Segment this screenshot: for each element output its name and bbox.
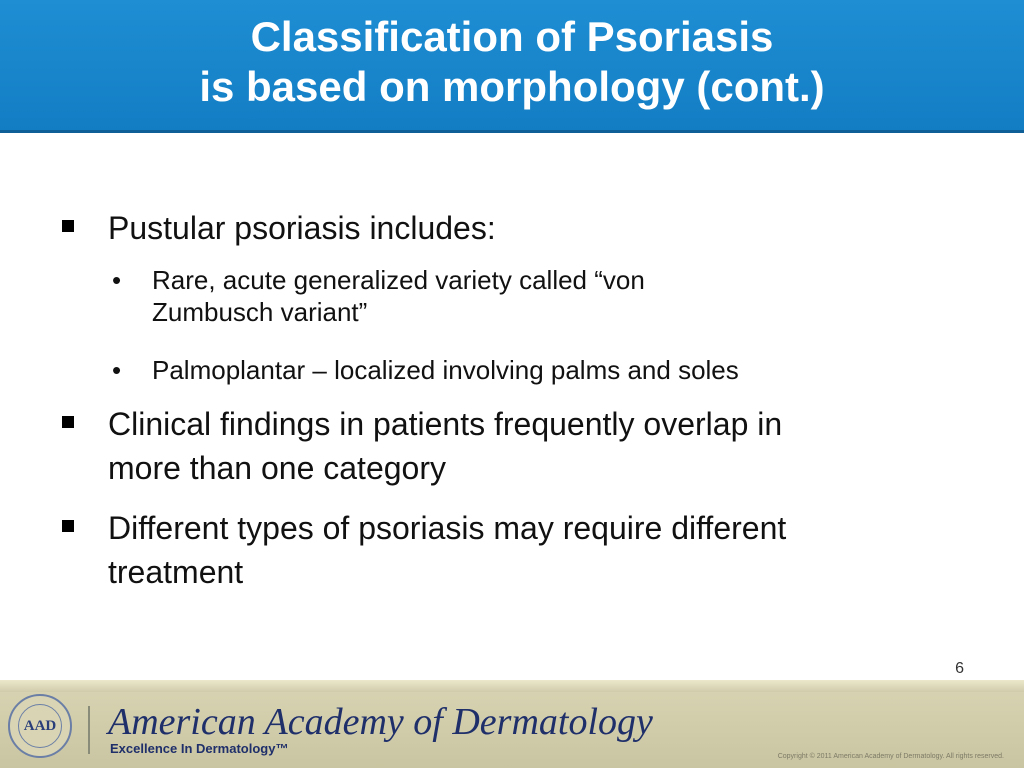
square-bullet-icon xyxy=(62,220,74,232)
copyright-notice: Copyright © 2011 American Academy of Dermatology. All rights reserved. xyxy=(777,753,1004,760)
footer-highlight xyxy=(0,680,1024,692)
bullet-text: Pustular psoriasis includes: xyxy=(108,210,496,246)
org-name-logo: American Academy of Dermatology xyxy=(108,701,653,743)
bullet-line: Different types of psoriasis may require different xyxy=(108,510,787,546)
square-bullet-icon xyxy=(62,416,74,428)
slide-number: 6 xyxy=(955,660,964,677)
sub-bullet-text: Palmoplantar – localized involving palms and soles xyxy=(152,355,739,385)
sub-bullet-text xyxy=(152,264,932,328)
bullet-line: treatment xyxy=(108,554,244,590)
sub-bullet-line: Zumbusch variant” xyxy=(152,297,368,327)
slide-title-line-2: is based on morphology (cont.) xyxy=(199,63,825,110)
bullet-line: more than one category xyxy=(108,450,446,486)
org-tagline: Excellence In Dermatology™ xyxy=(110,741,289,756)
footer-divider xyxy=(88,706,90,754)
sub-bullet-line: Rare, acute generalized variety called “von xyxy=(152,265,645,295)
dot-bullet-icon: • xyxy=(112,265,122,295)
slide-title-line-1: Classification of Psoriasis xyxy=(250,13,774,60)
aad-seal-text: AAD xyxy=(18,704,62,748)
bullet-line: Clinical findings in patients frequently overlap in xyxy=(108,406,783,442)
square-bullet-icon xyxy=(62,520,74,532)
slide-header xyxy=(0,0,1024,133)
bullet-text xyxy=(108,402,968,490)
aad-seal-logo xyxy=(8,694,72,758)
dot-bullet-icon: • xyxy=(112,355,122,385)
slide-title xyxy=(0,12,1024,112)
bullet-text xyxy=(108,506,968,594)
